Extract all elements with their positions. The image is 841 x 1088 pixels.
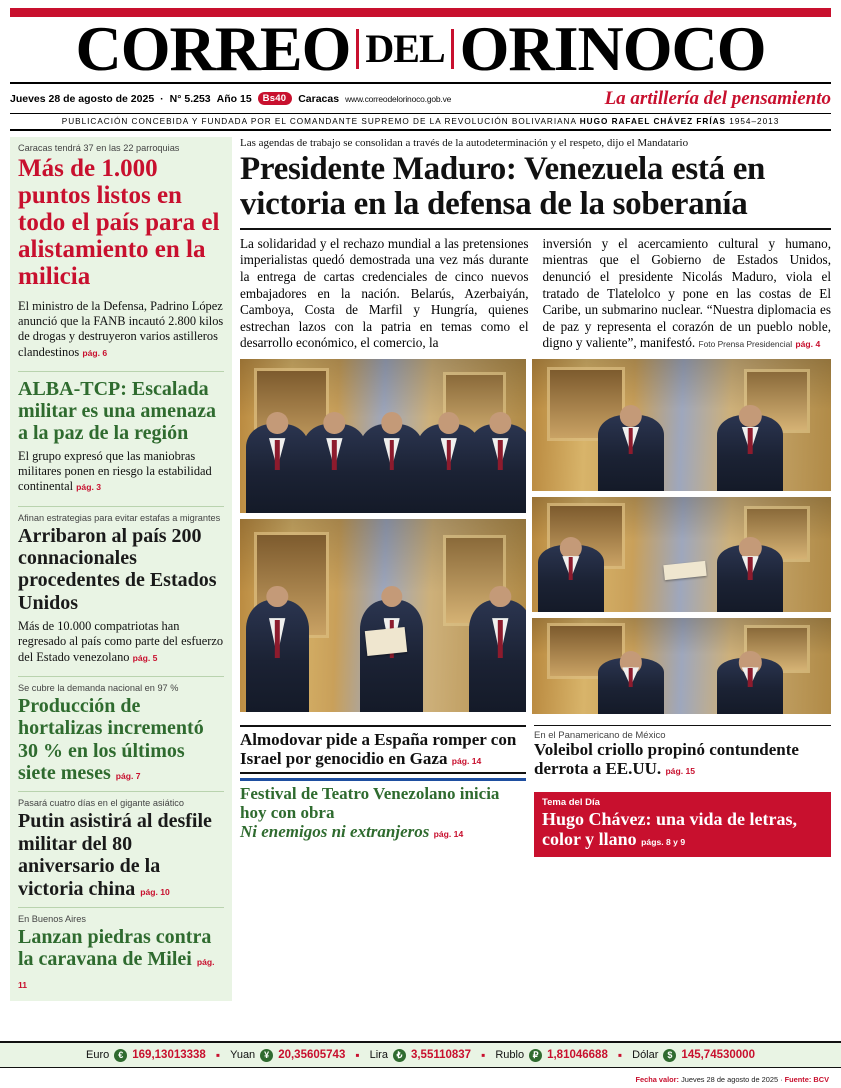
masthead-title (75, 13, 766, 84)
sidebar-deck (18, 294, 224, 364)
currency-footnote-date: Jueves 28 de agosto de 2025 (681, 1075, 779, 1084)
figure (598, 415, 664, 492)
sidebar-page-ref[interactable]: pág. 5 (132, 652, 158, 663)
currency-value: 1,81046688 (547, 1049, 608, 1061)
currency-value: 3,55110837 (410, 1049, 472, 1061)
currency-item-rublo (495, 1049, 608, 1062)
currency-name: Lira (369, 1049, 388, 1061)
lower-right-column (534, 721, 831, 857)
figure (717, 658, 783, 714)
photo-credentials-ceremony-5[interactable] (532, 618, 831, 714)
sidebar-page-ref[interactable]: pág. 6 (82, 347, 108, 358)
currency-footnote-source: BCV (813, 1075, 829, 1084)
masthead-title-del: DEL (356, 29, 453, 69)
teaser-headline-italic: Ni enemigos ni extranjeros (240, 821, 430, 841)
teaser-page-ref[interactable]: pág. 14 (433, 828, 464, 839)
currency-footnote-label: Fecha valor: (635, 1075, 680, 1084)
main-page-ref[interactable]: pág. 4 (795, 339, 821, 350)
teaser-rule (534, 725, 831, 726)
yuan-icon: ¥ (260, 1049, 273, 1062)
figure (303, 424, 366, 513)
main-body (240, 230, 831, 352)
figure (360, 600, 423, 712)
figure (246, 600, 309, 712)
main-paragraph-1: La solidaridad y el rechazo mundial a las pretensiones imperialistas quedó demostrada una vez más durante la entrega de cartas credenciales de cinco nuevos embajadores en la nación. Belarús, Azerbaiyán, Camboya, Costa de Marfil y Hungría, quienes estrechan lazos con la patria en temas como el desarrollo económico, el comercio, la (240, 235, 529, 351)
sidebar-deck-text: El ministro de la Defensa, Padrino López anunció que la FANB incautó 2.800 kilos de drogas y destruyeron varios astilleros clandestinos (18, 298, 224, 359)
bullet-icon: ▪ (481, 1048, 486, 1062)
sidebar-headline-text: Putin asistirá al desfile militar del 80 aniversario de la victoria china (18, 810, 212, 900)
teaser-almodovar[interactable] (240, 731, 526, 768)
teaser-headline-text: Voleibol criollo propinó contundente derrota a EE.UU. (534, 740, 799, 778)
main-column (240, 137, 831, 1001)
sidebar-headline (18, 810, 224, 900)
meta-sep-icon: · (160, 92, 164, 105)
bullet-icon: ▪ (355, 1048, 360, 1062)
photo-figures (532, 545, 831, 612)
teaser-headline-text: Hugo Chávez: una vida de letras, color y llano (542, 809, 798, 850)
photo-credentials-ceremony-2[interactable] (240, 519, 526, 712)
sidebar-item-hortalizas[interactable] (18, 683, 224, 785)
founder-line-pre: PUBLICACIÓN CONCEBIDA Y FUNDADA POR EL COMANDANTE SUPREMO DE LA REVOLUCIÓN BOLIVARIANA (61, 116, 577, 126)
bullet-icon: ▪ (215, 1048, 221, 1062)
price-badge: Bs40 (258, 92, 293, 105)
currency-item-euro (86, 1049, 206, 1062)
photo-credentials-ceremony-4[interactable] (532, 497, 831, 612)
photo-figures (240, 424, 526, 513)
teaser-headline (534, 741, 831, 778)
teaser-page-ref[interactable]: pág. 15 (665, 765, 696, 776)
lira-icon: ₺ (393, 1049, 406, 1062)
sidebar-divider (18, 371, 224, 372)
sidebar-page-ref[interactable]: pág. 7 (115, 771, 141, 782)
sidebar-headline: ALBA-TCP: Escalada militar es una amenaza a la paz de la región (18, 377, 216, 444)
figure (717, 545, 783, 612)
sidebar-kicker: En Buenos Aires (18, 913, 86, 924)
sidebar-kicker: Se cubre la demanda nacional en 97 % (18, 682, 179, 693)
masthead-title-left: CORREO (75, 13, 351, 84)
currency-footnote-source-label: Fuente: (784, 1075, 812, 1084)
photo-figures (532, 658, 831, 714)
teaser-tag: Tema del Día (542, 797, 600, 809)
teaser-headline-text: Festival de Teatro Venezolano inicia hoy con obra (240, 784, 500, 823)
credential-document (365, 627, 407, 656)
sidebar-deck-text: Más de 10.000 compatriotas han regresado al país como parte del esfuerzo del Estado venezolano (18, 619, 224, 664)
sidebar-divider (18, 676, 224, 677)
sidebar-headline: Más de 1.000 puntos listos en todo el país para el alistamiento en la milicia (18, 154, 220, 290)
sidebar-kicker: Caracas tendrá 37 en las 22 parroquias (18, 142, 180, 153)
photo-column-left (240, 359, 526, 714)
figure (469, 424, 526, 513)
photo-figures (532, 415, 831, 492)
issue-city: Caracas (298, 92, 340, 105)
founder-years: 1954–2013 (729, 116, 780, 126)
main-body-column-2 (543, 236, 832, 352)
sidebar-item-putin[interactable] (18, 798, 224, 900)
currency-item-yuan (230, 1049, 345, 1062)
ruble-icon: ₽ (529, 1049, 542, 1062)
sidebar-column (10, 137, 232, 1001)
teaser-rule (240, 725, 526, 727)
teaser-kicker: En el Panamericano de México (534, 730, 666, 742)
issue-year: Año 15 (216, 92, 252, 105)
figure (538, 545, 604, 612)
currency-name: Yuan (230, 1049, 256, 1061)
main-kicker: Las agendas de trabajo se consolidan a través de la autodeterminación y el respeto, dijo el Mandatario (240, 136, 689, 149)
website-url[interactable]: www.correodelorinoco.gob.ve (345, 93, 452, 104)
issue-date: Jueves 28 de agosto de 2025 (10, 92, 155, 105)
figure (598, 658, 664, 714)
teaser-teatro[interactable] (240, 778, 526, 841)
teaser-headline (240, 785, 526, 841)
currency-name: Rublo (495, 1049, 525, 1061)
sidebar-headline-text: Lanzan piedras contra la caravana de Milei (18, 925, 212, 971)
masthead-founder-line (10, 114, 831, 129)
photo-credentials-ceremony-3[interactable] (532, 359, 831, 491)
currency-name: Dólar (632, 1049, 659, 1061)
main-headline[interactable]: Presidente Maduro: Venezuela está en victoria en la defensa de la soberanía (240, 152, 831, 230)
currency-value: 145,74530000 (681, 1049, 755, 1061)
sidebar-item-connacionales[interactable] (18, 513, 224, 669)
teaser-page-ref[interactable]: págs. 8 y 9 (641, 837, 686, 848)
sidebar-divider (18, 907, 224, 908)
sidebar-item-milei[interactable] (18, 914, 224, 993)
lower-teasers (240, 721, 831, 857)
masthead-meta (10, 84, 831, 113)
figure (246, 424, 309, 513)
currency-value: 20,35605743 (278, 1049, 346, 1061)
masthead (10, 13, 831, 84)
masthead-title-right: ORINOCO (459, 13, 766, 84)
newspaper-front-page (0, 8, 841, 1088)
currency-name: Euro (86, 1049, 110, 1061)
sidebar-headline (18, 926, 224, 993)
sidebar-item-milicia[interactable] (18, 143, 224, 364)
photo-grid (240, 359, 831, 714)
bullet-icon: ▪ (617, 1048, 623, 1062)
sidebar-headline (18, 695, 224, 785)
page-content (10, 131, 831, 1001)
currency-bar (0, 1041, 841, 1068)
teaser-tema-del-dia[interactable] (534, 792, 831, 857)
dollar-icon: $ (663, 1049, 676, 1062)
photo-column-right (532, 359, 831, 714)
sidebar-page-ref[interactable]: pág. 11 (18, 957, 215, 990)
currency-footnote: Fecha valor: Jueves 28 de agosto de 2025 · Fuente: BCV (635, 1075, 829, 1084)
photo-credit: Foto Prensa Presidencial (698, 339, 793, 350)
figure (469, 600, 526, 712)
issue-number: N° 5.253 (169, 92, 211, 105)
photo-credentials-ceremony-1[interactable] (240, 359, 526, 513)
main-paragraph-2-text: inversión y el acercamiento cultural y humano, mientras que el Gobierno de Estados Unidos, denunció el presidente Nicolás Maduro, viola el tratado de Tlatelolco y pone en las costas de El Caribe, un submarino nuclear. “Nuestra diplomacia es de paz y representa el corazón de un pueblo noble, digno y valiente”, manifestó. (542, 235, 831, 351)
figure (717, 415, 783, 492)
sidebar-page-ref[interactable]: pág. 10 (140, 886, 170, 897)
masthead-slogan: La artillería del pensamiento (604, 87, 831, 109)
teaser-rule (240, 772, 526, 774)
sidebar-deck (18, 614, 224, 669)
sidebar-headline-text: Producción de hortalizas incrementó 30 % en los últimos siete meses (18, 694, 204, 785)
teaser-voleibol[interactable] (534, 730, 831, 778)
teaser-headline (542, 810, 823, 850)
sidebar-divider (18, 791, 224, 792)
currency-item-lira (370, 1049, 471, 1062)
sidebar-deck-text: El grupo expresó que las maniobras militares ponen en riesgo la estabilidad continental (18, 448, 212, 494)
founder-name: HUGO RAFAEL CHÁVEZ FRÍAS (579, 116, 726, 126)
sidebar-headline: Arribaron al país 200 connacionales procedentes de Estados Unidos (18, 524, 217, 614)
sidebar-page-ref[interactable]: pág. 3 (76, 482, 102, 493)
euro-icon: € (114, 1049, 127, 1062)
figure (360, 424, 423, 513)
teaser-headline-text: Almodovar pide a España romper con Israel por genocidio en Gaza (240, 730, 517, 768)
main-paragraph-2 (543, 236, 832, 352)
sidebar-divider (18, 506, 224, 507)
main-body-column-1 (240, 236, 529, 352)
currency-item-dolar (632, 1049, 755, 1062)
sidebar-item-alba-tcp[interactable] (18, 378, 224, 499)
teaser-headline (240, 731, 526, 768)
sidebar-kicker: Pasará cuatro días en el gigante asiático (18, 798, 184, 809)
sidebar-deck (18, 444, 224, 499)
photo-figures (240, 600, 526, 712)
teaser-page-ref[interactable]: pág. 14 (451, 755, 482, 766)
sidebar-kicker: Afinan estrategias para evitar estafas a migrantes (18, 512, 221, 523)
lower-left-column (240, 721, 526, 857)
currency-value: 169,13013338 (132, 1049, 206, 1061)
